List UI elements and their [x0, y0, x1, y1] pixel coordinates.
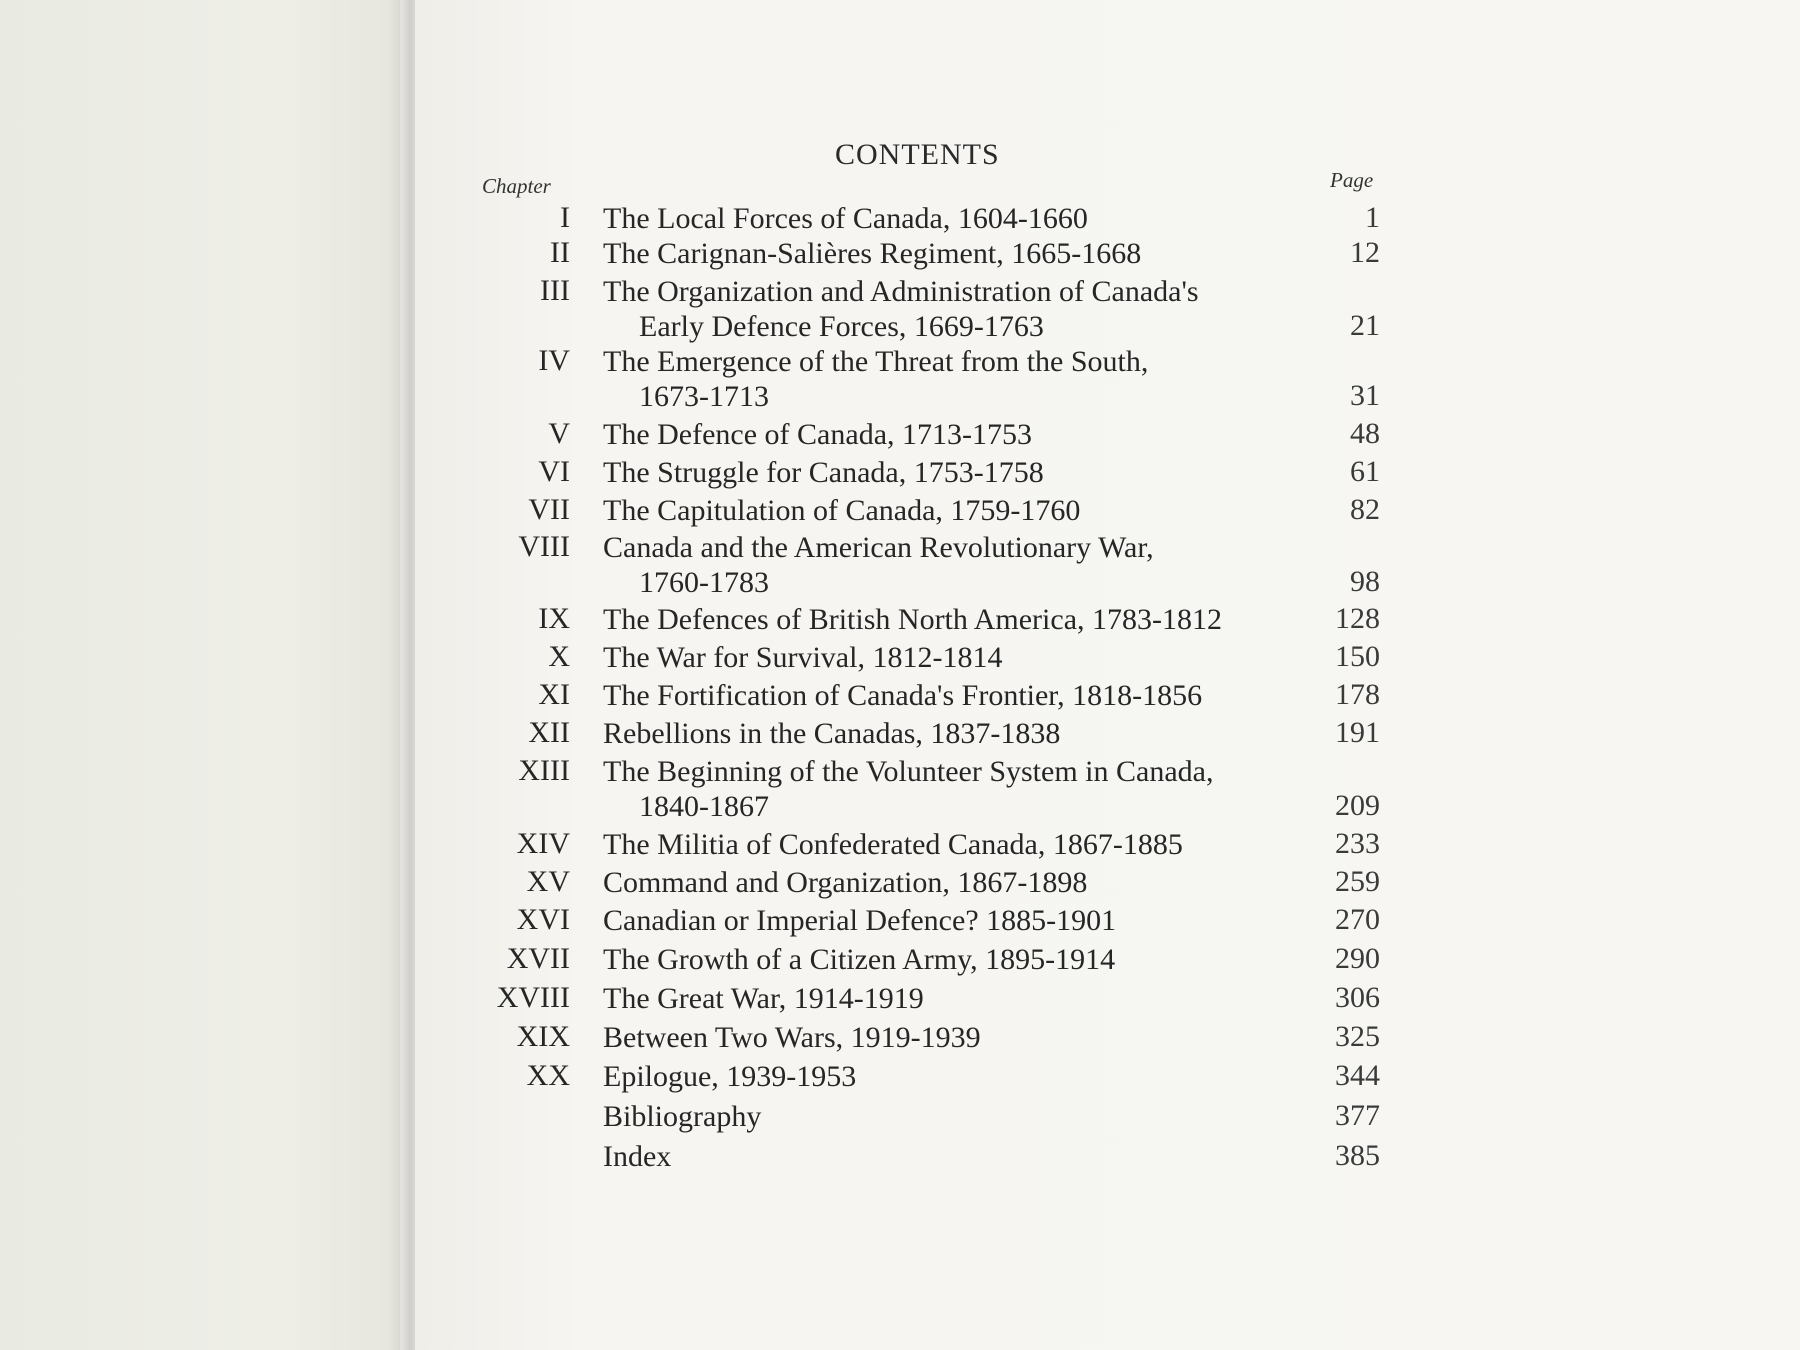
page-number: 344 — [1335, 1059, 1380, 1092]
page-column-header: Page — [1330, 168, 1374, 192]
chapter-title-line-1: Canada and the American Revolutionary War, — [603, 531, 1154, 564]
chapter-number: X — [548, 640, 570, 673]
chapter-column-header: Chapter — [482, 174, 551, 198]
page-number: 209 — [1335, 789, 1380, 822]
chapter-title: The Capitulation of Canada, 1759-1760 — [603, 494, 1081, 527]
page-number: 31 — [1350, 379, 1380, 412]
toc-entry-4 — [0, 344, 1800, 424]
chapter-title: The Militia of Confederated Canada, 1867-1885 — [603, 828, 1183, 861]
page-number: 98 — [1350, 565, 1380, 598]
page-number: 21 — [1350, 309, 1380, 342]
chapter-number: XVIII — [496, 981, 570, 1014]
chapter-title: Bibliography — [603, 1100, 762, 1133]
chapter-number: XX — [526, 1059, 570, 1092]
chapter-title: The Struggle for Canada, 1753-1758 — [603, 456, 1044, 489]
chapter-title: The Great War, 1914-1919 — [603, 982, 924, 1015]
chapter-number: II — [550, 236, 570, 269]
page-number: 48 — [1350, 417, 1380, 450]
chapter-title: The Local Forces of Canada, 1604-1660 — [603, 202, 1088, 235]
chapter-title — [603, 274, 1303, 344]
page-number: 270 — [1335, 903, 1380, 936]
page-number: 191 — [1335, 716, 1380, 749]
chapter-title: Epilogue, 1939-1953 — [603, 1060, 857, 1093]
toc-entry-3 — [0, 274, 1800, 354]
chapter-title-line-2: 1840-1867 — [639, 790, 769, 823]
chapter-title: The War for Survival, 1812-1814 — [603, 641, 1003, 674]
chapter-number: VII — [528, 493, 570, 526]
chapter-number: XI — [538, 678, 570, 711]
toc-entry-8 — [0, 530, 1800, 610]
chapter-title: Rebellions in the Canadas, 1837-1838 — [603, 717, 1061, 750]
page-number: 325 — [1335, 1020, 1380, 1053]
page-number: 259 — [1335, 865, 1380, 898]
chapter-number: V — [548, 417, 570, 450]
page-number: 377 — [1335, 1099, 1380, 1132]
chapter-number: VIII — [518, 530, 570, 563]
page-number: 12 — [1350, 236, 1380, 269]
chapter-number: XII — [528, 716, 570, 749]
chapter-title: Between Two Wars, 1919-1939 — [603, 1021, 981, 1054]
chapter-title — [603, 344, 1303, 414]
chapter-title: Command and Organization, 1867-1898 — [603, 866, 1088, 899]
chapter-title: Index — [603, 1140, 672, 1173]
page-number: 82 — [1350, 493, 1380, 526]
chapter-title-line-2: 1760-1783 — [639, 566, 769, 599]
chapter-title-line-1: The Emergence of the Threat from the South, — [603, 345, 1149, 378]
chapter-number: XVI — [516, 903, 570, 936]
page-number: 150 — [1335, 640, 1380, 673]
chapter-title-line-2: 1673-1713 — [639, 380, 769, 413]
chapter-title-line-2: Early Defence Forces, 1669-1763 — [639, 310, 1044, 343]
chapter-number: XIV — [516, 827, 570, 860]
chapter-number: XVII — [506, 942, 570, 975]
chapter-title: The Defences of British North America, 1783-1812 — [603, 603, 1222, 636]
chapter-number: VI — [538, 455, 570, 488]
chapter-title: Canadian or Imperial Defence? 1885-1901 — [603, 904, 1117, 937]
page-number: 233 — [1335, 827, 1380, 860]
chapter-number: XV — [526, 865, 570, 898]
page-number: 61 — [1350, 455, 1380, 488]
page-number: 290 — [1335, 942, 1380, 975]
toc-entry-13 — [0, 754, 1800, 834]
chapter-number: XIX — [516, 1020, 570, 1053]
chapter-title-line-1: The Organization and Administration of Canada's — [603, 275, 1199, 308]
page-number: 385 — [1335, 1139, 1380, 1172]
chapter-title — [603, 754, 1303, 824]
contents-heading: CONTENTS — [835, 138, 1000, 171]
page-number: 178 — [1335, 678, 1380, 711]
chapter-title: The Defence of Canada, 1713-1753 — [603, 418, 1032, 451]
chapter-number: III — [540, 274, 570, 307]
chapter-title-line-1: The Beginning of the Volunteer System in Canada, — [603, 755, 1214, 788]
page-number: 306 — [1335, 981, 1380, 1014]
chapter-number: IX — [538, 602, 570, 635]
chapter-number: IV — [538, 344, 570, 377]
toc-entry-index — [0, 1139, 1800, 1219]
page-number: 1 — [1365, 201, 1380, 234]
chapter-title — [603, 530, 1303, 600]
chapter-number: I — [560, 201, 570, 234]
chapter-title: The Carignan-Salières Regiment, 1665-1668 — [603, 237, 1142, 270]
page-number: 128 — [1335, 602, 1380, 635]
chapter-title: The Fortification of Canada's Frontier, 1818-1856 — [603, 679, 1203, 712]
chapter-number: XIII — [518, 754, 570, 787]
chapter-title: The Growth of a Citizen Army, 1895-1914 — [603, 943, 1116, 976]
